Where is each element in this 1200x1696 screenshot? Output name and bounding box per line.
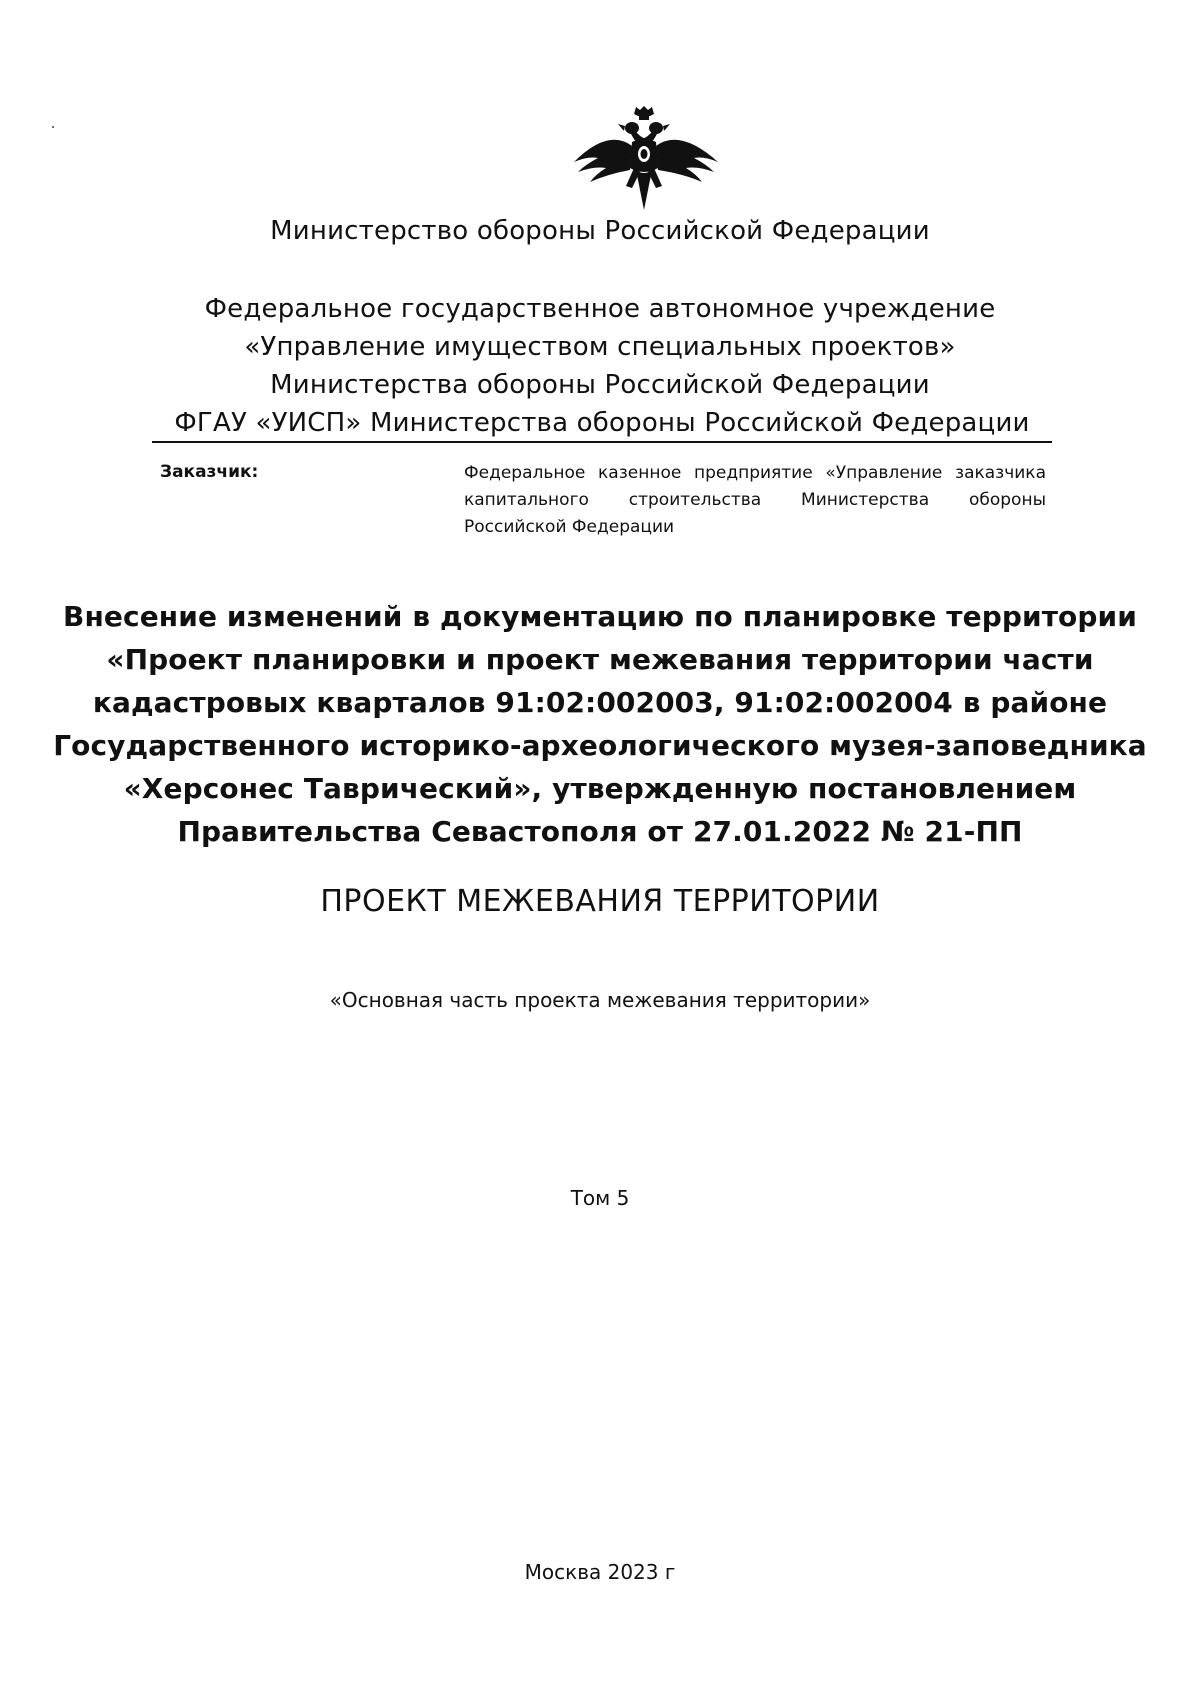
document-title-line-2: «Проект планировки и проект межевания территории части [106, 643, 1094, 676]
document-title-line-3: кадастровых кварталов 91:02:002003, 91:02:002004 в районе [92, 686, 1108, 719]
document-title-line-5: «Херсонес Таврический», утвержденную постановлением [123, 772, 1077, 805]
section-title: ПРОЕКТ МЕЖЕВАНИЯ ТЕРРИТОРИИ [320, 884, 880, 919]
organization-line-2: «Управление имуществом специальных проектов» [244, 332, 956, 362]
customer-text: Федеральное казенное предприятие «Управление заказчика капитального строительства Министерства обороны Российской Федерации [464, 463, 1046, 537]
document-title-line-4: Государственного историко-археологического музея-заповедника [53, 729, 1147, 762]
scan-speck [52, 126, 54, 128]
customer-label: Заказчик: [160, 462, 259, 482]
organization-line-3: Министерства обороны Российской Федерации [270, 370, 930, 400]
document-title-line-1: Внесение изменений в документацию по планировке территории [63, 600, 1137, 633]
city-year: Москва 2023 г [524, 1560, 676, 1584]
document-title-line-6: Правительства Севастополя от 27.01.2022 № 21-ПП [177, 815, 1023, 848]
ministry-name: Министерство обороны Российской Федерации [270, 216, 930, 246]
subpart-title: «Основная часть проекта межевания территории» [329, 988, 871, 1012]
organization-line-4: ФГАУ «УИСП» Министерства обороны Российской Федерации [152, 408, 1052, 443]
volume-label: Том 5 [570, 1186, 630, 1210]
double-headed-eagle-emblem-icon [568, 106, 724, 210]
organization-line-1: Федеральное государственное автономное учреждение [204, 294, 996, 324]
